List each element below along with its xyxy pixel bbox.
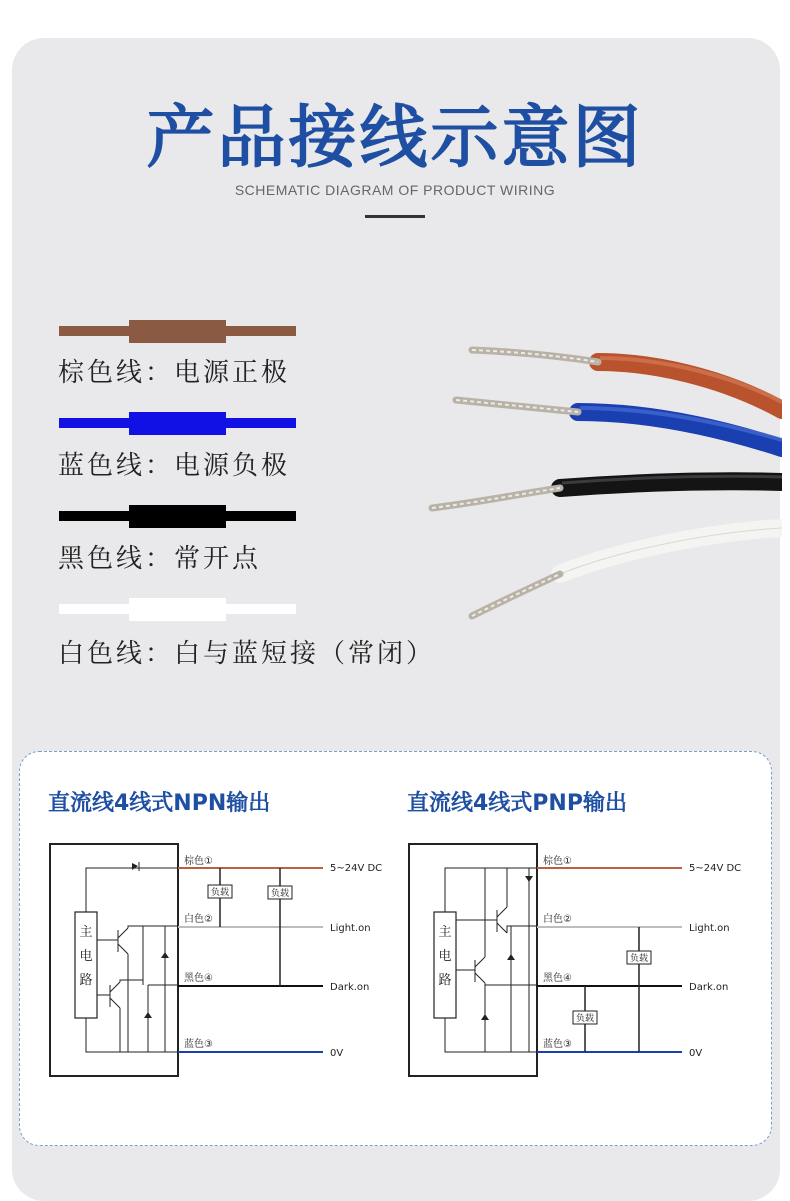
pnp-output-light: Light.on [689,923,730,934]
pnp-main-char-1: 主 [438,925,452,940]
white-wire-swatch [59,598,296,618]
pnp-circuit-diagram [407,840,752,1080]
npn-output-0v: 0V [330,1048,344,1059]
npn-wire-brown: 棕色① [184,856,213,867]
black-wire-swatch [59,505,296,525]
npn-output-power: 5~24V DC [330,863,383,874]
npn-load-2: 负载 [270,889,290,899]
npn-wire-black: 黑色④ [184,973,213,984]
npn-main-char-3: 路 [79,973,93,988]
pnp-main-char-3: 路 [438,973,452,988]
page-title: 产品接线示意图 [146,99,644,178]
npn-main-char-2: 电 [79,949,93,964]
pnp-load-1: 负载 [629,954,649,964]
pnp-output-power: 5~24V DC [689,863,742,874]
pnp-wire-brown: 棕色① [543,856,572,867]
npn-diagram-title: 直流线4线式NPN输出 [48,791,271,816]
blue-wire-image [456,400,782,448]
brown-wire-image [472,350,782,410]
brown-wire-swatch [59,320,296,340]
blue-wire-swatch [59,412,296,432]
npn-circuit-diagram [48,840,393,1080]
legend-white-label: 白色线：白与蓝短接（常闭） [58,639,436,669]
pnp-diagram-title: 直流线4线式PNP输出 [407,791,627,816]
npn-wire-blue: 蓝色③ [184,1039,213,1050]
npn-load-1: 负载 [210,888,230,898]
pnp-wire-blue: 蓝色③ [543,1039,572,1050]
npn-output-light: Light.on [330,923,371,934]
legend-black-label: 黑色线：常开点 [58,544,262,574]
black-wire-image [432,476,782,508]
pnp-main-char-2: 电 [438,949,452,964]
wire-photo-illustration [420,320,782,620]
legend-brown-label: 棕色线：电源正极 [58,358,291,388]
pnp-load-2: 负载 [575,1014,595,1024]
title-underline [365,215,425,218]
white-wire-image [472,528,782,616]
npn-main-char-1: 主 [79,925,93,940]
pnp-wire-white: 白色② [543,914,572,925]
npn-wire-white: 白色② [184,914,213,925]
pnp-output-0v: 0V [689,1048,703,1059]
npn-output-dark: Dark.on [330,982,370,993]
page-subtitle: SCHEMATIC DIAGRAM OF PRODUCT WIRING [234,182,556,198]
legend-blue-label: 蓝色线：电源负极 [58,451,291,481]
pnp-wire-black: 黑色④ [543,973,572,984]
pnp-output-dark: Dark.on [689,982,729,993]
